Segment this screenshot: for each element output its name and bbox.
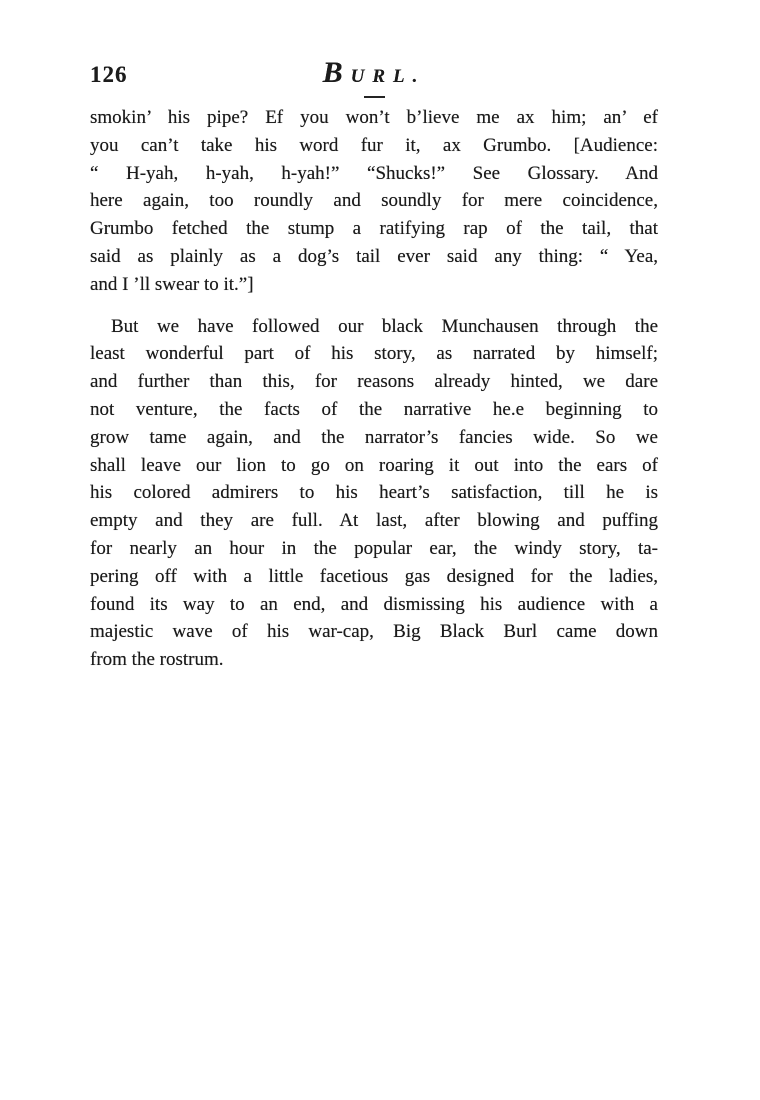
text-line: empty and they are full. At last, after blowing and puffing (90, 510, 658, 532)
text-line: and I ’ll swear to it.”] (90, 273, 254, 295)
text-line: and further than this, for reasons already hinted, we dare (90, 371, 658, 393)
text-line: But we have followed our black Munchausen through the (111, 315, 658, 337)
text-line: shall leave our lion to go on roaring it out into the ears of (90, 454, 658, 476)
running-head (90, 56, 658, 98)
page-body (90, 104, 658, 674)
text-line: least wonderful part of his story, as narrated by himself; (90, 343, 658, 365)
text-line: grow tame again, and the narrator’s fancies wide. So we (90, 426, 658, 448)
text-line: smokin’ his pipe? Ef you won’t b’lieve me ax him; an’ ef (90, 107, 658, 128)
text-line: his colored admirers to his heart’s satisfaction, till he is (90, 482, 658, 504)
paragraph (90, 104, 658, 299)
text-line: not venture, the facts of the narrative he.e beginning to (90, 398, 658, 420)
text-line: from the rostrum. (90, 649, 224, 671)
paragraph (90, 313, 658, 674)
text-line: “ H-yah, h-yah, h-yah!” “Shucks!” See Glossary. And (90, 162, 658, 184)
title-column (160, 56, 588, 98)
title-rule (364, 96, 385, 98)
text-line: majestic wave of his war-cap, Big Black Burl came down (90, 621, 658, 643)
page-number: 126 (90, 62, 128, 87)
text-line: here again, too roundly and soundly for mere coincidence, (90, 190, 658, 212)
text-line: found its way to an end, and dismissing his audience with a (90, 593, 658, 615)
text-line: Grumbo fetched the stump a ratifying rap of the tail, that (90, 218, 658, 240)
text-line: you can’t take his word fur it, ax Grumbo. [Audience: (90, 134, 658, 156)
text-line: said as plainly as a dog’s tail ever said any thing: “ Yea, (90, 245, 658, 267)
text-line: for nearly an hour in the popular ear, the windy story, ta- (90, 537, 658, 559)
page-title: BURL. (322, 56, 426, 89)
text-line: pering off with a little facetious gas designed for the ladies, (90, 565, 658, 587)
